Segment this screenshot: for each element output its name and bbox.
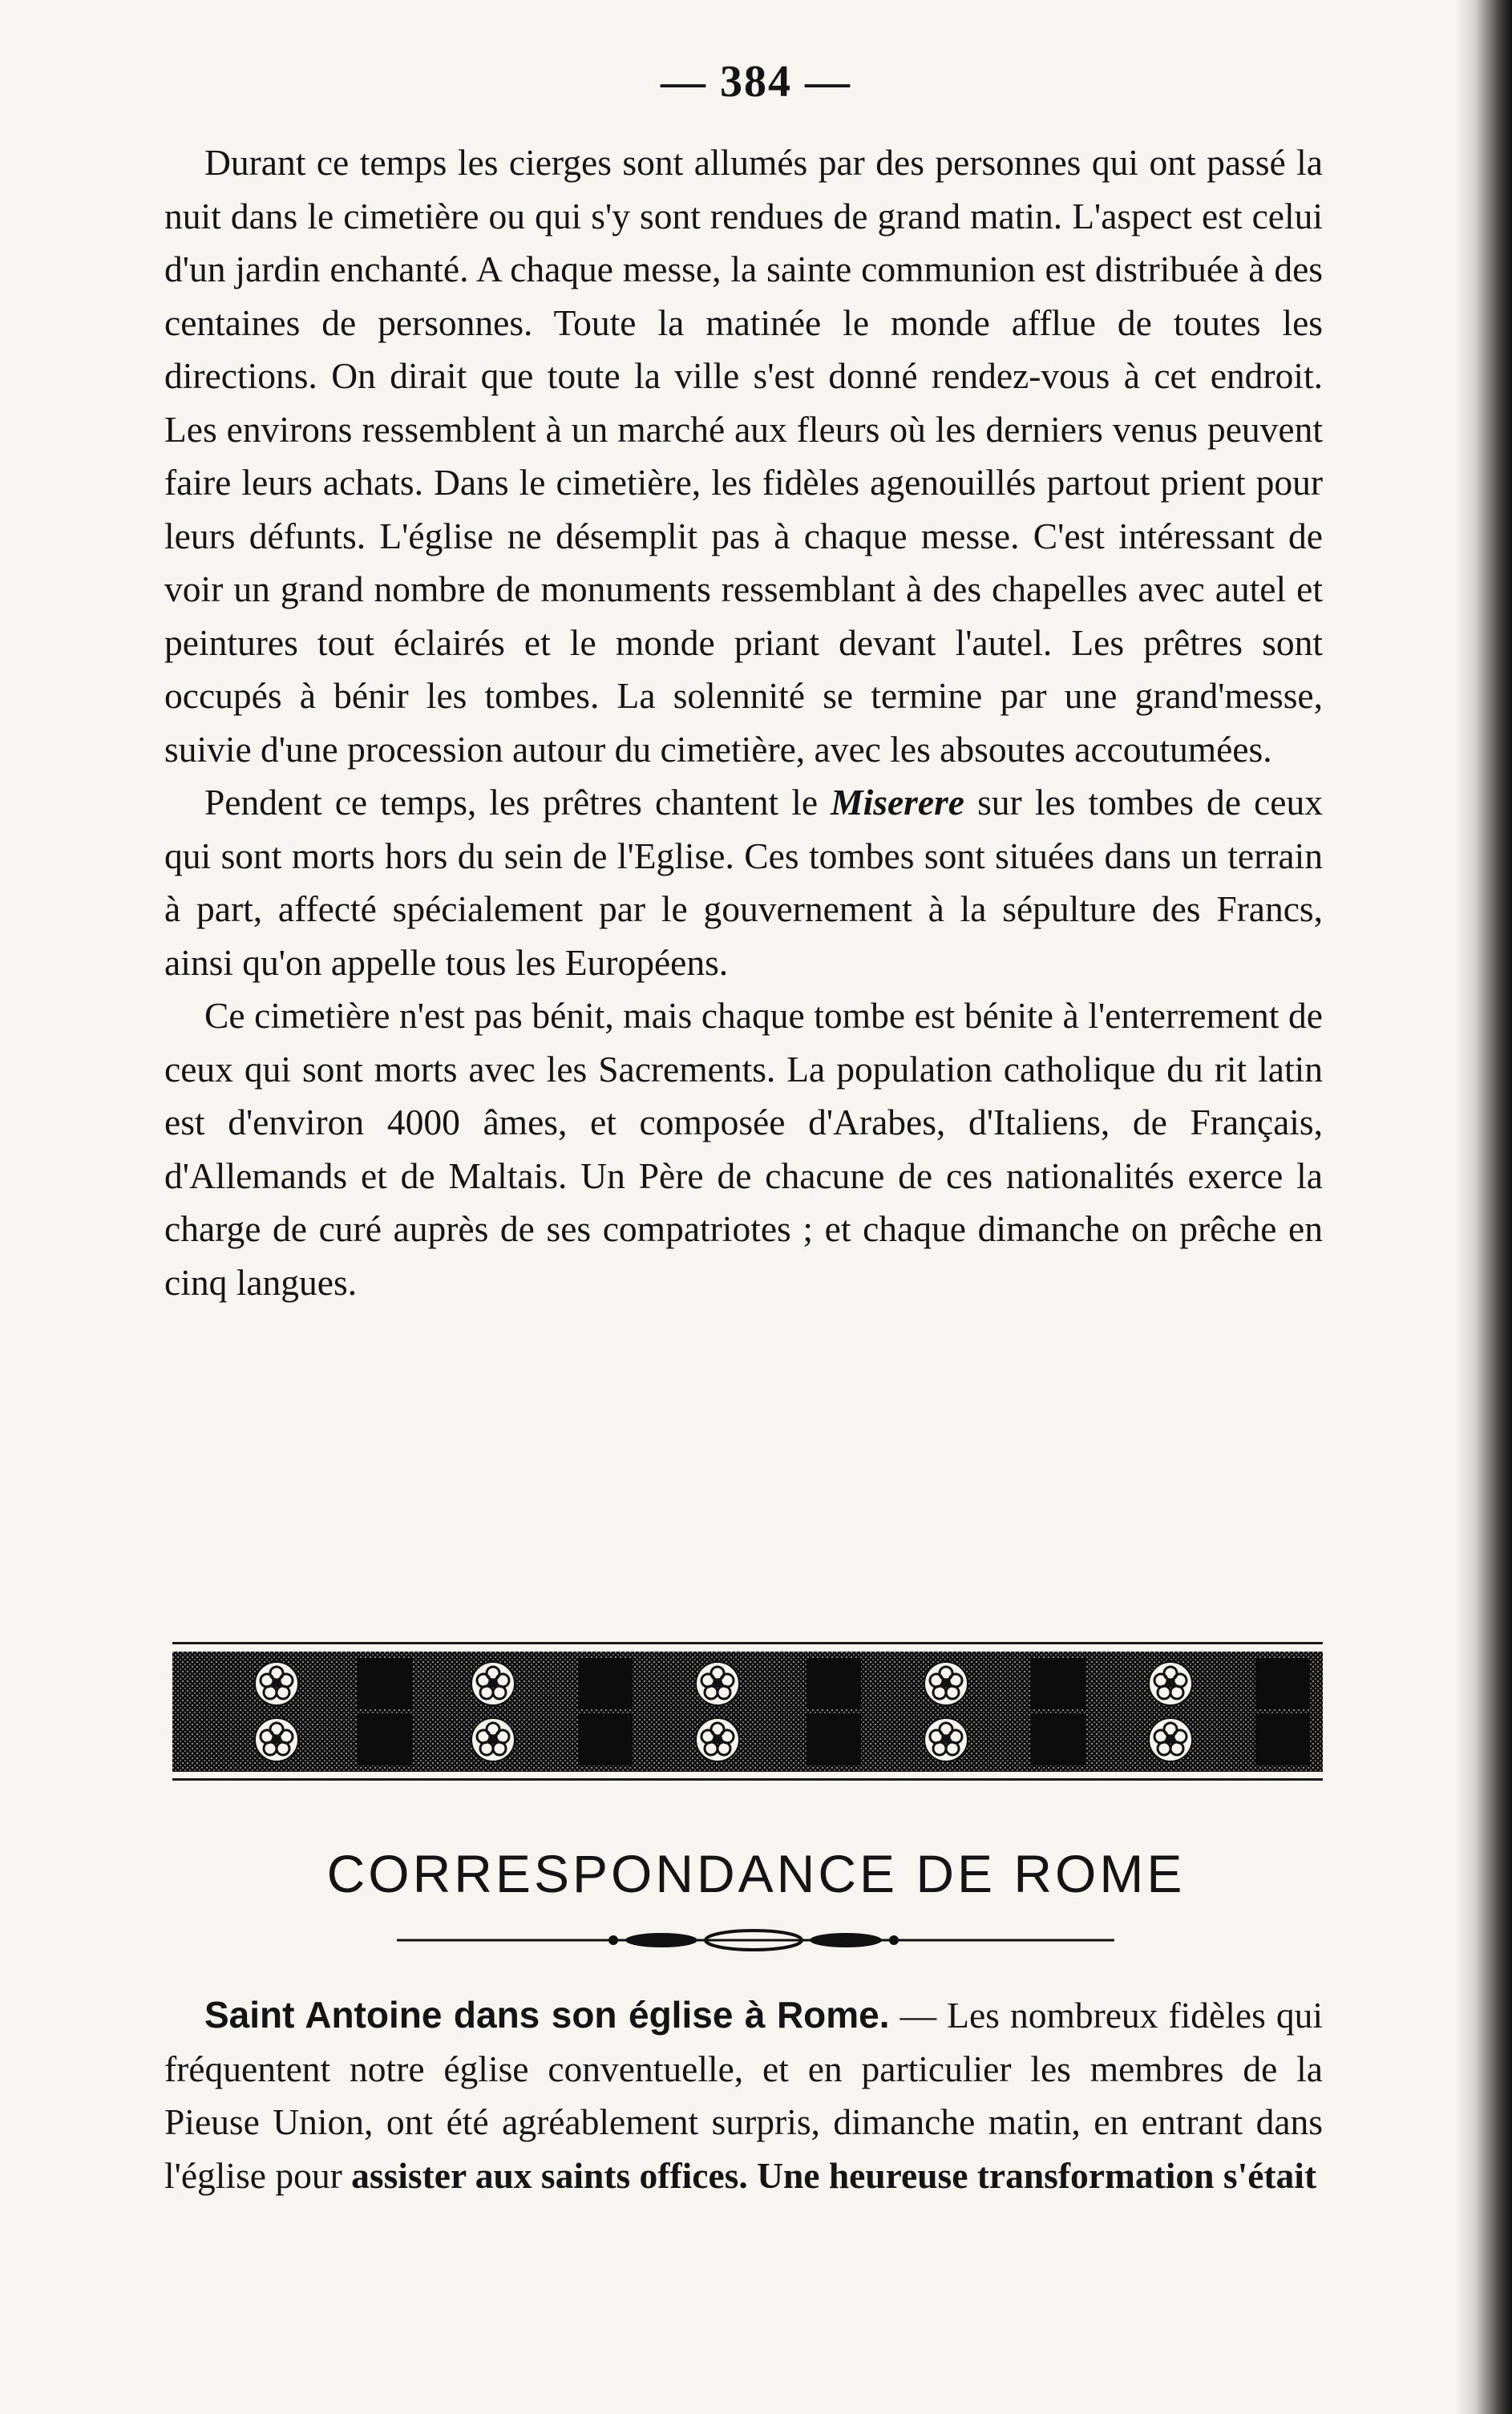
ornament-dark-block xyxy=(358,1714,412,1765)
ornament-flower-icon xyxy=(471,1662,515,1705)
ornament-top-rule xyxy=(172,1642,1323,1644)
ornament-flower-icon xyxy=(1149,1718,1192,1761)
ornament-flower-icon xyxy=(255,1718,298,1761)
ornament-dark-block xyxy=(807,1714,861,1765)
ornament-flower-icon xyxy=(696,1662,739,1705)
ornament-flower-icon xyxy=(924,1718,968,1761)
page-number: — 384 — xyxy=(661,57,851,107)
title-flourish-divider xyxy=(397,1920,1114,1960)
ornament-dark-block xyxy=(807,1658,861,1709)
ornament-dark-block xyxy=(1031,1658,1085,1709)
ornament-dark-block xyxy=(358,1658,412,1709)
ornament-flower-icon xyxy=(471,1718,515,1761)
section-body xyxy=(164,1988,1323,2202)
paragraph-feast-description: Durant ce temps les cierges sont allumés par des personnes qui ont passé la nuit dans le cimetière ou qui s'y sont rendues de grand matin. L'aspect est celui d'un jardin enchanté. A chaque messe, la sainte communion est distribuée à des centaines de personnes. Toute la matinée le monde afflue de toutes les directions. On dirait que toute la ville s'est donné rendez-vous à cet endroit. Les environs ressemblent à un marché aux fleurs où les derniers venus peuvent faire leurs achats. Dans le cimetière, les fidèles agenouillés partout prient pour leurs défunts. L'église ne désemplit pas à chaque messe. C'est intéressant de voir un grand nombre de monuments ressemblant à des chapelles avec autel et peintures tout éclairés et le monde priant devant l'autel. Les prêtres sont occupés à bénir les tombes. La solennité se termine par une grand'messe, suivie d'une procession autour du cimetière, avec les absoutes accoutumées. xyxy=(164,142,1323,770)
paragraph-saint-antoine xyxy=(164,1988,1323,2202)
paragraph-cemetery-population: Ce cimetière n'est pas bénit, mais chaque tombe est bénite à l'enterrement de ceux qui sont morts avec les Sacrements. La population catholique du rit latin est d'environ 4000 âmes, et composée d'Arabes, d'Italiens, de Français, d'Allemands et de Maltais. Un Père de chacune de ces nationalités exerce la charge de curé auprès de ses compatriotes ; et chaque dimanche on prêche en cinq langues. xyxy=(164,995,1323,1303)
ornament-dark-block xyxy=(578,1658,633,1709)
floral-ornament-band xyxy=(172,1652,1323,1772)
miserere-text-after: sur les tombes de ceux qui sont morts hors du sein de l'Eglise. Ces tombes sont situées dans un terrain à part, affecté spécialement par le gouvernement à la sépulture des Francs, ainsi qu'on appelle tous les Européens. xyxy=(164,782,1324,983)
miserere-emphasis: Miserere xyxy=(831,782,964,823)
ornament-dark-block xyxy=(578,1714,633,1765)
paragraph-miserere xyxy=(164,776,1323,989)
section-intro-bold-tail: assister aux saints offices. Une heureuse transformation s'était xyxy=(351,2154,1317,2196)
article-continuation xyxy=(164,136,1323,1309)
ornament-dark-block xyxy=(1255,1714,1310,1765)
ornament-dark-block xyxy=(1255,1658,1310,1709)
miserere-text-before: Pendent ce temps, les prêtres chantent le xyxy=(204,782,831,823)
section-intro-body: — Les nombreux fidèles qui fréquentent notre église conventuelle, et en particulier les membres de la Pieuse Union, ont été agréablement surpris, dimanche matin, en entrant dans l'église pour xyxy=(164,1995,1323,2196)
ornament-flower-icon xyxy=(255,1662,298,1705)
ornament-bottom-rule xyxy=(172,1778,1323,1781)
page-edge-shadow xyxy=(1456,0,1512,2414)
section-lead-heading: Saint Antoine dans son église à Rome. xyxy=(204,1994,890,2036)
ornament-flower-icon xyxy=(1149,1662,1192,1705)
ornament-dark-block xyxy=(1031,1714,1085,1765)
ornament-flower-icon xyxy=(924,1662,968,1705)
section-title: CORRESPONDANCE DE ROME xyxy=(326,1844,1186,1904)
ornament-flower-icon xyxy=(696,1718,739,1761)
